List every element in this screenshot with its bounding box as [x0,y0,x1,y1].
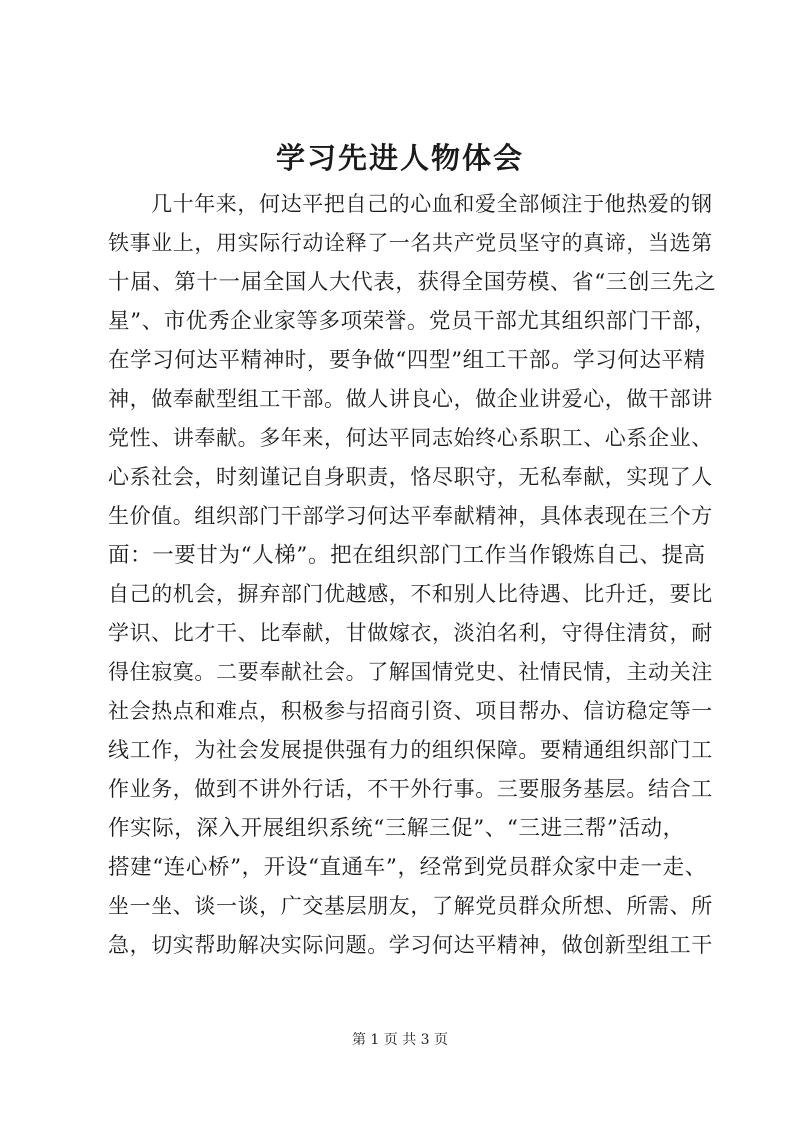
text-line: 心系社会，时刻谨记自身职责，恪尽职守，无私奉献，实现了人 [108,465,713,489]
text-line: 神，做奉献型组工干部。做人讲良心，做企业讲爱心，做干部讲 [108,387,713,411]
text-line: 急，切实帮助解决实际问题。学习何达平精神，做创新型组工干 [108,933,713,957]
text-line: 搭建“连心桥”，开设“直通车”，经常到党员群众家中走一走、 [108,855,707,880]
text-line: 作业务，做到不讲外行话，不干外行事。三要服务基层。结合工 [108,777,713,801]
text-line: 党性、讲奉献。多年来，何达平同志始终心系职工、心系企业、 [108,426,713,450]
text-line: 作实际，深入开展组织系统“三解三促”、“三进三帮”活动， [108,816,685,841]
text-line: 得住寂寞。二要奉献社会。了解国情党史、社情民情，主动关注 [108,660,713,684]
page-number-footer: 第 1 页 共 3 页 [351,1032,449,1048]
text-line: 星”、市优秀企业家等多项荣誉。党员干部尤其组织部门干部， [108,309,717,334]
text-line: 生价值。组织部门干部学习何达平奉献精神，具体表现在三个方 [108,504,713,528]
text-line: 坐一坐、谈一谈，广交基层朋友，了解党员群众所想、所需、所 [108,894,713,918]
text-line: 面：一要甘为“人梯”。把在组织部门工作当作锻炼自己、提高 [108,543,706,568]
body-paragraph [108,185,723,965]
text-line: 在学习何达平精神时，要争做“四型”组工干部。学习何达平精 [108,348,706,373]
text-line: 社会热点和难点，积极参与招商引资、项目帮办、信访稳定等一 [108,699,713,723]
text-line: 铁事业上，用实际行动诠释了一名共产党员坚守的真谛，当选第 [108,231,713,255]
text-line: 线工作，为社会发展提供强有力的组织保障。要精通组织部门工 [108,738,713,762]
text-line: 学识、比才干、比奉献，甘做嫁衣，淡泊名利，守得住清贫，耐 [108,621,713,645]
document-title: 学习先进人物体会 [275,141,524,175]
text-line: 几十年来，何达平把自己的心血和爱全部倾注于他热爱的钢 [151,192,713,216]
text-line: 自己的机会，摒弃部门优越感，不和别人比待遇、比升迁，要比 [108,582,713,606]
text-line: 十届、第十一届全国人大代表，获得全国劳模、省“三创三先之 [108,270,717,295]
